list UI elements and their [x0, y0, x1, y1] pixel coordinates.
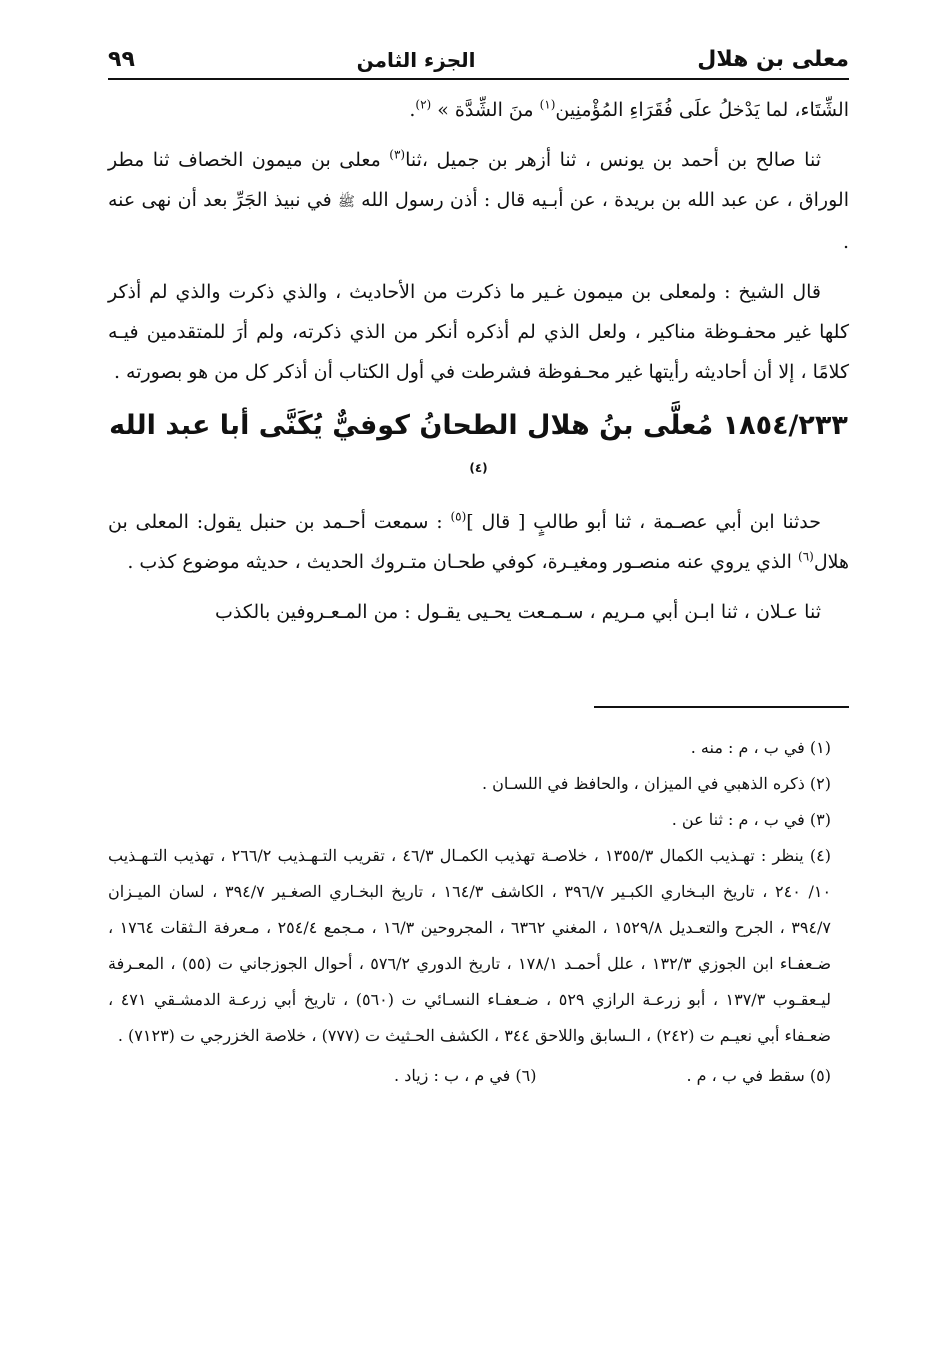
- footnote-4: (٤) ينظر : تهـذيب الكمال ١٣٥٥/٣ ، خلاصـة تهذيب الكمـال ٤٦/٣ ، تقريب التـهـذيب ٢٦٦/٢ ، تهذيب التـهـذيب ١٠/ ٢٤٠ ، تاريخ البـخاري الكبـير ٣٩٦/٧ ، الكاشف ١٦٤/٣ ، تاريخ البخـاري الصغـير ٣٩٤/٧ ، لسان الميـزان ٣٩٤/٧ ، الجرح والتعـديل ١٥٢٩/٨ ، المغني ٦٣٦٢ ، المجروحين ١٦/٣ ، مـجمع ٢٥٤/٤ ، مـعرفة الـثقات ١٧٦٤ ، ضـعفـاء ابن الجوزي ١٣٢/٣ ، علل أحمـد ١٧٨/١ ، تاريخ الدوري ٥٧٦/٢ ، أحوال الجوزجاني ت (٥٥) ، المعـرفة ليـعقـوب ١٣٧/٣ ، أبو زرعـة الرازي ٥٢٩ ، ضـعفـاء النسـائي ت (٥٦٠) ، تاريخ أبي زرعـة الدمشـقي ٤٧١ ، ضعـفاء أبي نعيـم ت (٢٤٢) ، الـسابق واللاحق ٣٤٤ ، الكشف الحـثيث ت (٧٧٧) ، خلاصة الخزرجي ت (٧١٢٣) .: [108, 846, 832, 1045]
- paragraph-2-text-c: في نبيذ الجَرِّ بعد أن نهى عنه .: [108, 189, 849, 253]
- paragraph-3: قال الشيخ : ولمعلى بن ميمون غـير ما ذكرت من الأحاديث ، والذي ذكرت والذي لم أذكر كلها غير محفـوظة مناكير ، ولعل الذي لم أذكره أنكر من الذي ذكرته، ولم أرَ للمتقدمين فيـه كلامًا ، إلا أن أحاديثه رأيتها غير محـفوظة فشرطت في أول الكتاب أن أذكر كل من هو بصورته .: [108, 281, 849, 383]
- running-header: [108, 30, 849, 80]
- paragraph-2-text-b: معلى بن ميمون الخصاف ثنا مطر الوراق ، عن عبد الله بن بريدة ، عن أبـيه قال : أذن رسول الله: [108, 149, 849, 211]
- footnote-ref-6: (٦): [798, 549, 814, 564]
- paragraph-1-tail: منَ الشِّدَّة »: [431, 99, 540, 121]
- footnote-ref-4: (٤): [469, 461, 488, 475]
- paragraph-1: [108, 90, 849, 130]
- paragraph-1-text: الشِّتَاء، لما يَدْخلُ علَى فُقَرَاءِ المُؤْمنِين: [555, 99, 849, 121]
- paragraph-4-text-c: الذي يروي عنه منصـور ومغيـرة، كوفي طحـان متـروك الحديث ، حديثه موضوع كذب .: [127, 551, 798, 573]
- paragraph-4-text-b: : سمعت أحـمد بن حنبل يقول: المعلى بن هلال: [108, 511, 849, 573]
- footnote-ref-3: (٣): [389, 147, 406, 162]
- footnote-ref-2: (٢): [415, 97, 432, 112]
- paragraph-4: [108, 502, 849, 582]
- footnote-5: (٥) سقط في ب ، م .: [686, 1066, 831, 1085]
- salla-ligature: ﷺ: [338, 194, 355, 210]
- footnote-row: [108, 1058, 849, 1094]
- footnote-3: (٣) في ب ، م : ثنا عن .: [671, 810, 831, 829]
- page-number: ٩٩: [108, 47, 135, 72]
- entry-heading-text: ١٨٥٤/٢٣٣ مُعلَّى بنُ هلال الطحانُ كوفيٌّ يُكَنَّى أبا عبد الله: [109, 410, 848, 441]
- footnote-1: (١) في ب ، م : منه .: [690, 738, 831, 757]
- footnotes: [108, 730, 849, 1094]
- paragraph-2: [108, 140, 849, 262]
- paragraph-4-text-a: حدثنا ابن أبي عصـمة ، ثنا أبو طالبٍ [ قال ]: [466, 511, 821, 533]
- footnote-ref-5: (٥): [450, 509, 467, 524]
- main-text: [108, 90, 849, 642]
- entry-heading: [108, 402, 849, 498]
- paragraph-2-text-a: ثنا صالح بن أحمد بن يونس ، ثنا أزهر بن جميل ،ثنا: [405, 149, 821, 171]
- footnote-2: (٢) ذكره الذهبي في الميزان ، والحافظ في اللسـان .: [481, 774, 831, 793]
- paragraph-5: ثنا عـلان ، ثنا ابـن أبي مـريم ، سـمـعت يحـيى يقـول : من المـعـروفين بالكذب: [215, 601, 821, 623]
- footnote-6: (٦) في م ، ب : زياد .: [394, 1066, 537, 1085]
- paragraph-1-end: .: [409, 99, 416, 121]
- header-title: معلى بن هلال: [697, 47, 849, 72]
- footnote-divider: [594, 706, 849, 708]
- header-volume: الجزء الثامن: [356, 48, 476, 72]
- footnote-ref-1: (١): [539, 97, 556, 112]
